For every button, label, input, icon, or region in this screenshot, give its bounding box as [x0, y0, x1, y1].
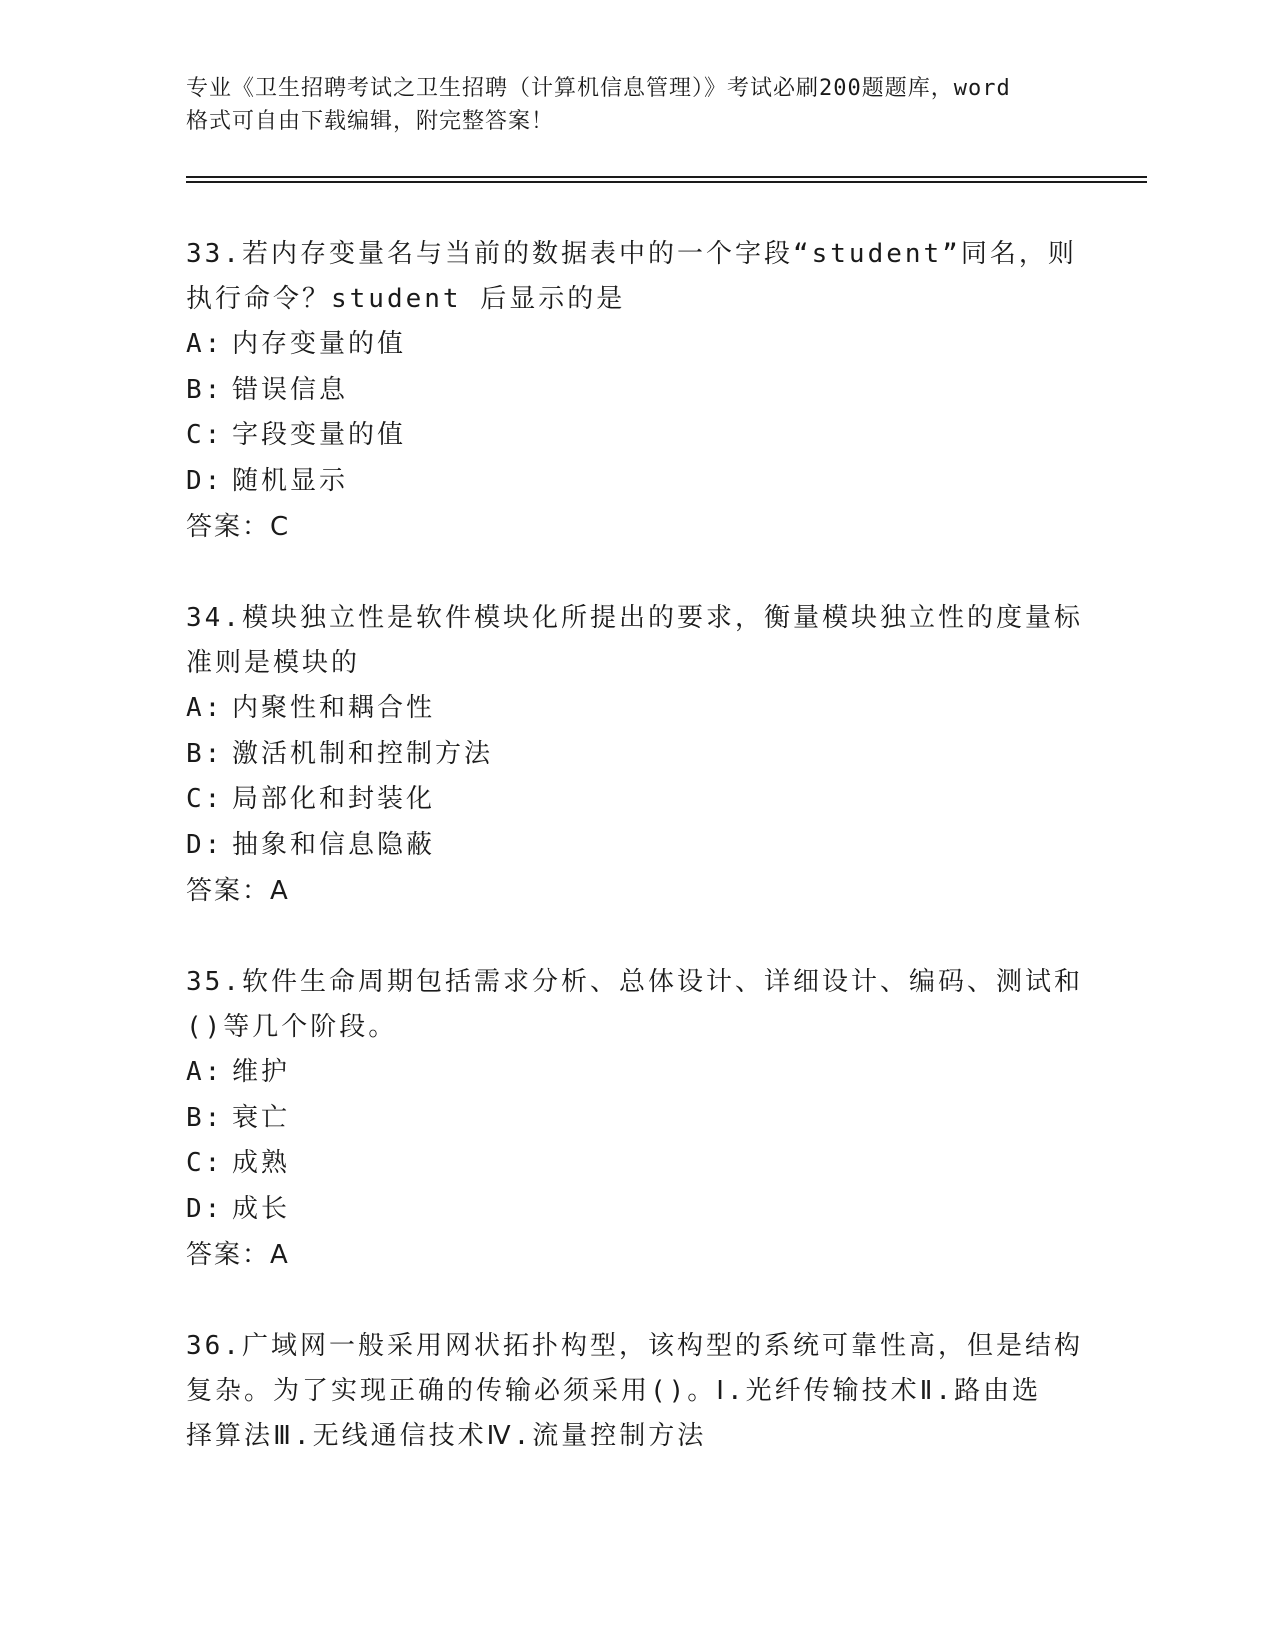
option-d	[186, 1187, 1086, 1233]
header-line-2: 格式可自由下载编辑，附完整答案！	[186, 109, 555, 134]
question-stem-line: 准则是模块的	[186, 648, 361, 678]
option-text: 错误信息	[232, 374, 349, 405]
question-stem-line: 36.广域网一般采用网状拓扑构型，该构型的系统可靠性高，但是结构	[186, 1331, 1083, 1361]
option-letter: C:	[186, 784, 224, 814]
option-letter: C:	[186, 420, 224, 450]
document-header	[186, 72, 1086, 138]
option-text: 抽象和信息隐蔽	[232, 829, 436, 860]
question-stem-line: 执行命令？student 后显示的是	[186, 284, 626, 314]
question-stem-line: ()等几个阶段。	[186, 1012, 398, 1042]
question-stem-line: 35.软件生命周期包括需求分析、总体设计、详细设计、编码、测试和	[186, 967, 1083, 997]
option-text: 随机显示	[232, 465, 349, 496]
option-letter: D:	[186, 829, 224, 860]
option-a	[186, 322, 1086, 368]
option-text: 衰亡	[232, 1102, 291, 1133]
option-letter: B:	[186, 738, 224, 769]
option-b	[186, 368, 1086, 414]
option-text: 成熟	[232, 1148, 291, 1178]
answer-line: 答案：A	[186, 876, 290, 906]
header-divider-bottom	[186, 181, 1147, 183]
option-b	[186, 1096, 1086, 1142]
option-a	[186, 686, 1086, 732]
option-text: 激活机制和控制方法	[232, 738, 494, 769]
option-text: 内聚性和耦合性	[232, 693, 436, 723]
option-letter: A:	[186, 1057, 224, 1087]
option-letter: B:	[186, 374, 224, 405]
question-stem-line: 复杂。为了实现正确的传输必须采用()。Ⅰ.光纤传输技术Ⅱ.路由选	[186, 1376, 1042, 1406]
option-c	[186, 1141, 1086, 1187]
question-34	[186, 596, 1086, 914]
question-33	[186, 232, 1086, 550]
option-c	[186, 413, 1086, 459]
option-text: 维护	[232, 1057, 291, 1087]
option-letter: A:	[186, 329, 224, 359]
option-letter: C:	[186, 1148, 224, 1178]
option-letter: D:	[186, 1193, 224, 1224]
question-stem-line: 择算法Ⅲ.无线通信技术Ⅳ.流量控制方法	[186, 1421, 707, 1451]
answer-line: 答案：A	[186, 1240, 290, 1270]
question-stem-line: 34.模块独立性是软件模块化所提出的要求，衡量模块独立性的度量标	[186, 603, 1083, 633]
option-letter: A:	[186, 693, 224, 723]
question-36	[186, 1324, 1086, 1459]
option-text: 局部化和封装化	[232, 784, 436, 814]
option-text: 字段变量的值	[232, 420, 407, 450]
answer-line: 答案：C	[186, 512, 291, 542]
option-letter: D:	[186, 465, 224, 496]
option-d	[186, 459, 1086, 505]
option-c	[186, 777, 1086, 823]
option-a	[186, 1050, 1086, 1096]
header-divider-top	[186, 176, 1147, 178]
option-letter: B:	[186, 1102, 224, 1133]
header-line-1: 专业《卫生招聘考试之卫生招聘（计算机信息管理）》考试必刷200题题库，word	[186, 76, 1011, 101]
option-text: 成长	[232, 1193, 291, 1224]
question-35	[186, 960, 1086, 1278]
option-text: 内存变量的值	[232, 329, 407, 359]
option-b	[186, 732, 1086, 778]
option-d	[186, 823, 1086, 869]
question-stem-line: 33.若内存变量名与当前的数据表中的一个字段“student”同名，则	[186, 239, 1077, 269]
